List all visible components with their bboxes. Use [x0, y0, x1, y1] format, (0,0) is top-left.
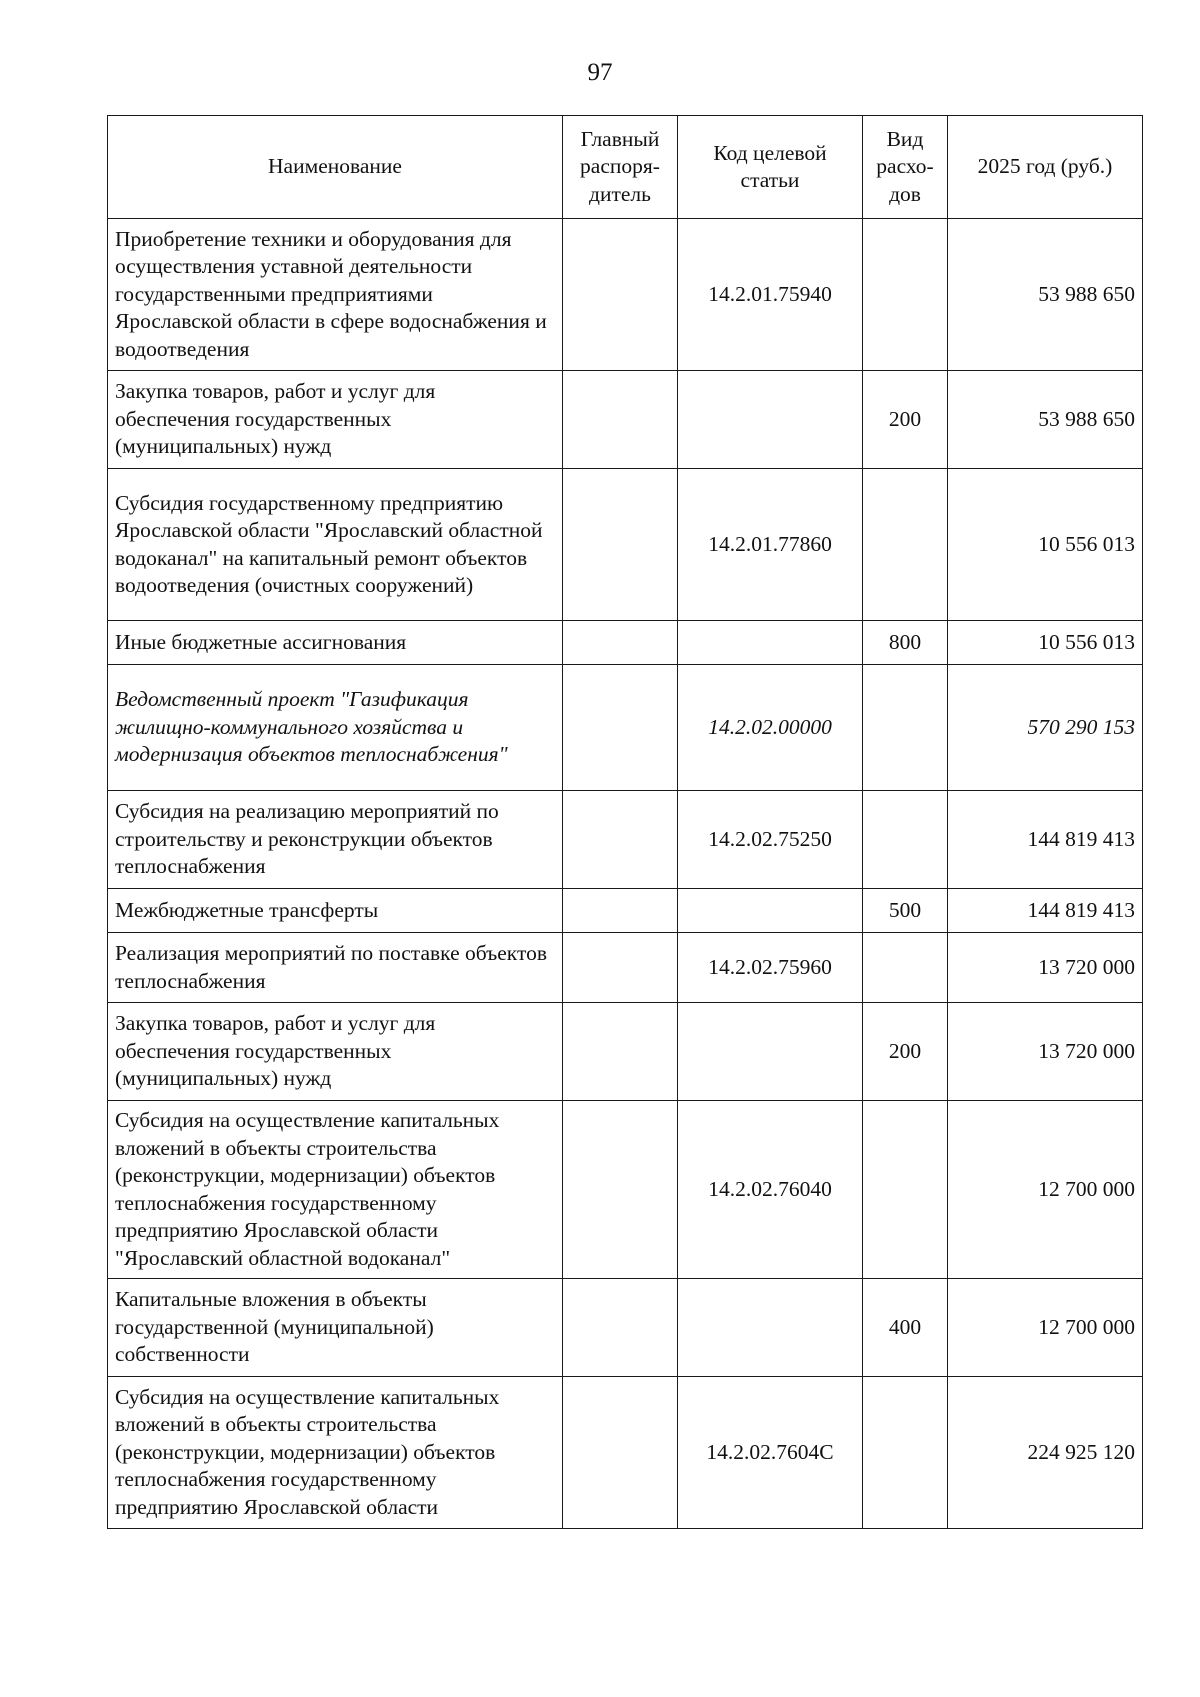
- header-kind: Вид расхо-дов: [863, 116, 948, 219]
- table-row: [108, 1101, 1143, 1279]
- row-manager-cell: [563, 469, 678, 621]
- header-code: Код целевой статьи: [678, 116, 863, 219]
- row-name-cell: Субсидия государственному предприятию Ярославской области "Ярославский областной водоканал" на капитальный ремонт объектов водоотведения (очистных сооружений): [108, 469, 563, 621]
- row-kind-cell: 200: [863, 371, 948, 469]
- row-name-cell: Закупка товаров, работ и услуг для обеспечения государственных (муниципальных) нужд: [108, 371, 563, 469]
- row-amount-cell: 224 925 120: [948, 1377, 1143, 1529]
- row-kind-cell: [863, 219, 948, 371]
- table-row: [108, 665, 1143, 791]
- table-row: [108, 469, 1143, 621]
- row-manager-cell: [563, 665, 678, 791]
- row-code-cell: [678, 889, 863, 933]
- header-amount: 2025 год (руб.): [948, 116, 1143, 219]
- budget-table: [107, 115, 1143, 1529]
- row-name-cell: Ведомственный проект "Газификация жилищно-коммунального хозяйства и модернизация объектов теплоснабжения": [108, 665, 563, 791]
- row-amount-cell: 144 819 413: [948, 791, 1143, 889]
- page-number: 97: [587, 59, 613, 86]
- row-kind-cell: [863, 791, 948, 889]
- row-kind-cell: [863, 469, 948, 621]
- row-manager-cell: [563, 933, 678, 1003]
- row-kind-cell: 400: [863, 1279, 948, 1377]
- table-row: [108, 1279, 1143, 1377]
- row-manager-cell: [563, 1377, 678, 1529]
- row-code-cell: 14.2.01.75940: [678, 219, 863, 371]
- header-manager: Главный распоря-дитель: [563, 116, 678, 219]
- row-manager-cell: [563, 1003, 678, 1101]
- table-row: [108, 371, 1143, 469]
- row-amount-cell: 13 720 000: [948, 933, 1143, 1003]
- row-code-cell: [678, 1279, 863, 1377]
- row-amount-cell: 53 988 650: [948, 219, 1143, 371]
- row-kind-cell: [863, 1377, 948, 1529]
- row-amount-cell: 10 556 013: [948, 621, 1143, 665]
- row-name-cell: Закупка товаров, работ и услуг для обеспечения государственных (муниципальных) нужд: [108, 1003, 563, 1101]
- row-manager-cell: [563, 621, 678, 665]
- row-manager-cell: [563, 791, 678, 889]
- row-name-cell: Капитальные вложения в объекты государственной (муниципальной) собственности: [108, 1279, 563, 1377]
- row-kind-cell: 800: [863, 621, 948, 665]
- row-amount-cell: 144 819 413: [948, 889, 1143, 933]
- row-name-cell: Субсидия на реализацию мероприятий по строительству и реконструкции объектов теплоснабжения: [108, 791, 563, 889]
- row-manager-cell: [563, 1279, 678, 1377]
- table-row: [108, 1377, 1143, 1529]
- row-amount-cell: 53 988 650: [948, 371, 1143, 469]
- table-row: [108, 621, 1143, 665]
- row-kind-cell: 200: [863, 1003, 948, 1101]
- row-code-cell: 14.2.02.00000: [678, 665, 863, 791]
- row-amount-cell: 570 290 153: [948, 665, 1143, 791]
- row-name-cell: Иные бюджетные ассигнования: [108, 621, 563, 665]
- table-header-row: [108, 116, 1143, 219]
- header-name: Наименование: [108, 116, 563, 219]
- row-manager-cell: [563, 371, 678, 469]
- row-amount-cell: 12 700 000: [948, 1279, 1143, 1377]
- row-amount-cell: 10 556 013: [948, 469, 1143, 621]
- row-code-cell: 14.2.02.75250: [678, 791, 863, 889]
- table-row: [108, 1003, 1143, 1101]
- row-kind-cell: [863, 1101, 948, 1279]
- row-name-cell: Реализация мероприятий по поставке объектов теплоснабжения: [108, 933, 563, 1003]
- row-name-cell: Приобретение техники и оборудования для осуществления уставной деятельности государственными предприятиями Ярославской области в сфере водоснабжения и водоотведения: [108, 219, 563, 371]
- row-code-cell: 14.2.02.76040: [678, 1101, 863, 1279]
- row-kind-cell: [863, 933, 948, 1003]
- table-row: [108, 933, 1143, 1003]
- table-row: [108, 219, 1143, 371]
- row-name-cell: Субсидия на осуществление капитальных вложений в объекты строительства (реконструкции, модернизации) объектов теплоснабжения государственному предприятию Ярославской области: [108, 1377, 563, 1529]
- row-manager-cell: [563, 219, 678, 371]
- row-kind-cell: [863, 665, 948, 791]
- row-name-cell: Субсидия на осуществление капитальных вложений в объекты строительства (реконструкции, модернизации) объектов теплоснабжения государственному предприятию Ярославской области "Ярославский областной водоканал": [108, 1101, 563, 1279]
- row-amount-cell: 13 720 000: [948, 1003, 1143, 1101]
- row-manager-cell: [563, 889, 678, 933]
- table-row: [108, 889, 1143, 933]
- row-code-cell: 14.2.02.7604С: [678, 1377, 863, 1529]
- row-name-cell: Межбюджетные трансферты: [108, 889, 563, 933]
- row-code-cell: [678, 371, 863, 469]
- table-row: [108, 791, 1143, 889]
- row-manager-cell: [563, 1101, 678, 1279]
- table-body: [108, 219, 1143, 1529]
- row-code-cell: 14.2.01.77860: [678, 469, 863, 621]
- row-code-cell: 14.2.02.75960: [678, 933, 863, 1003]
- row-kind-cell: 500: [863, 889, 948, 933]
- row-code-cell: [678, 621, 863, 665]
- row-code-cell: [678, 1003, 863, 1101]
- row-amount-cell: 12 700 000: [948, 1101, 1143, 1279]
